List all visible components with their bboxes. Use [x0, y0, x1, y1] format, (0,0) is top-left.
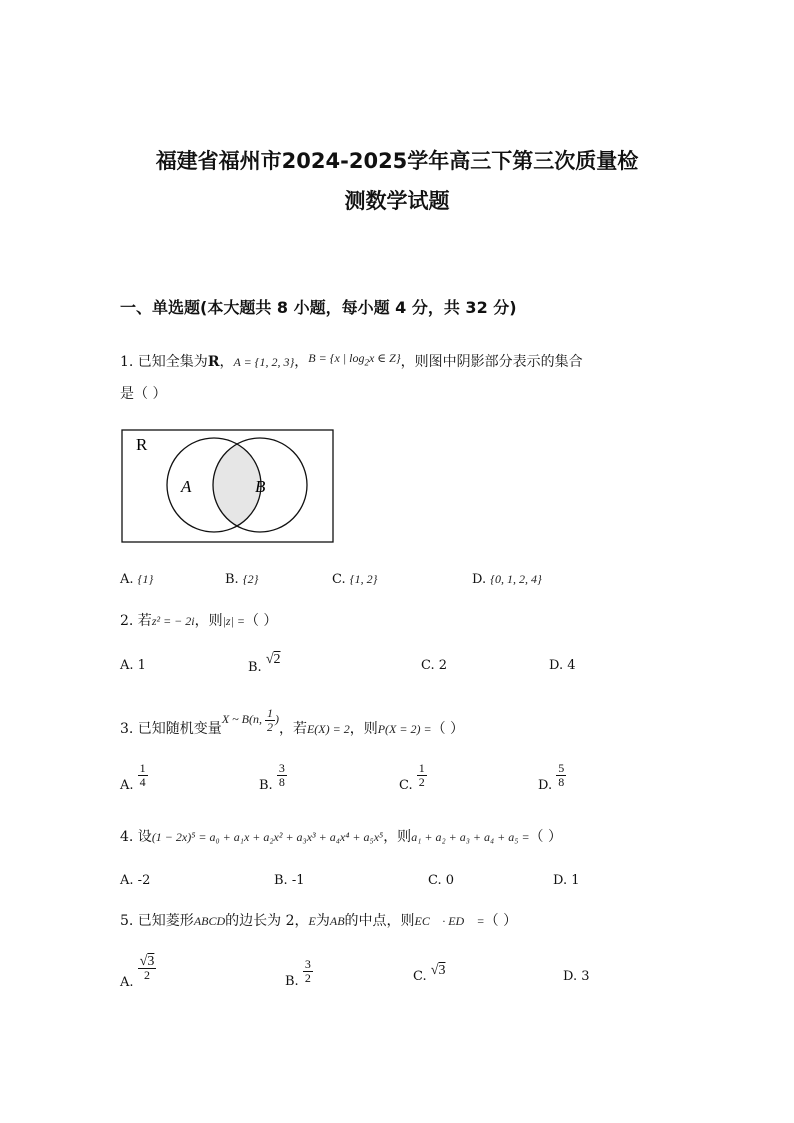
- page-title-line1: 福建省福州市2024-2025学年高三下第三次质量检: [155, 149, 639, 173]
- q1-set-a: A = {1, 2, 3}: [233, 355, 295, 369]
- q1-option-d: [472, 572, 542, 587]
- q1-option-a-value: {1}: [137, 572, 154, 586]
- q2-option-d-label: D.: [549, 658, 564, 673]
- q2-option-c: [421, 658, 447, 673]
- q1-set-b-head: B = {x | log: [308, 351, 365, 365]
- question-4: [120, 826, 562, 846]
- q5-option-a-fraction: [138, 955, 157, 982]
- venn-label-a: A: [181, 477, 192, 496]
- venn-label-universe: R: [136, 435, 148, 454]
- q1-option-a: [120, 572, 153, 587]
- q4-option-b-label: B.: [274, 873, 288, 888]
- q1-option-c-label: C.: [332, 572, 346, 587]
- q3-option-a-label: A.: [120, 778, 134, 793]
- q5-expr1: ABCD: [193, 914, 226, 928]
- q3-expr1-num: 1: [266, 706, 273, 720]
- q2-option-b-label: B.: [248, 660, 262, 675]
- q2-suffix: （ ）: [244, 613, 278, 629]
- q3-option-c-num: 1: [418, 761, 425, 775]
- q2-prefix: 2. 若: [120, 613, 152, 629]
- question-2: [120, 610, 277, 630]
- q3-option-d-num: 5: [558, 761, 565, 775]
- q5-option-c-radicand: 3: [438, 963, 446, 978]
- q1-option-d-label: D.: [472, 572, 487, 587]
- q2-mid: ，则: [194, 613, 223, 629]
- q5-option-b: [285, 957, 313, 989]
- q1-option-a-label: A.: [120, 572, 134, 587]
- q2-option-b-value: √2: [265, 652, 281, 667]
- q2-option-b: [248, 652, 281, 675]
- q1-set-b-tail: x ∈ Z}: [368, 351, 401, 365]
- q1-prefix: 1. 已知全集为: [120, 354, 208, 370]
- q4-option-a-value: -2: [137, 873, 151, 888]
- section-heading: 一、单选题(本大题共 8 小题，每小题 4 分，共 32 分): [120, 298, 517, 317]
- q5-expr4: EC⃗ · ED⃗ =: [414, 914, 485, 928]
- q3-option-a-den: 4: [139, 775, 146, 789]
- q5-option-a: [120, 954, 156, 990]
- q5-expr2: E: [308, 914, 316, 928]
- q4-option-c-label: C.: [428, 873, 442, 888]
- q5-option-b-fraction: [303, 958, 313, 985]
- q1-line2: 是（ ）: [120, 386, 167, 402]
- q1-sep2: ，: [294, 354, 309, 370]
- q2-expr2: |z| =: [222, 614, 245, 628]
- q4-expr1: (1 − 2x)⁵ = a₀ + a₁x + a₂x² + a₃x³ + a₄x⁴ + a₅x⁵: [151, 830, 384, 844]
- q5-prefix: 5. 已知菱形: [120, 913, 194, 929]
- q3-expr3: P(X = 2) =: [377, 722, 432, 737]
- q3-option-c: [399, 761, 427, 793]
- q5-mid3: 的中点，则: [344, 913, 415, 929]
- q3-option-a-num: 1: [139, 761, 146, 775]
- q2-option-a-label: A.: [120, 658, 134, 673]
- q5-option-c-value: √3: [430, 963, 446, 978]
- q1-option-c: [332, 572, 377, 587]
- q5-mid2: 为: [315, 913, 330, 929]
- q5-option-a-num: √3: [139, 954, 155, 969]
- q5-option-c-label: C.: [413, 969, 427, 984]
- q5-option-c: [413, 963, 446, 984]
- q4-expr2: a₁ + a₂ + a₃ + a₄ + a₅ =: [411, 830, 530, 844]
- q5-suffix: （ ）: [484, 913, 518, 929]
- q3-option-a-fraction: [138, 762, 148, 789]
- q5-option-a-radicand: 3: [147, 954, 155, 969]
- q5-option-d-label: D.: [563, 969, 578, 984]
- q4-option-d-label: D.: [553, 873, 568, 888]
- q2-option-d-value: 4: [567, 658, 576, 673]
- q2-expr1: z² = − 2i: [151, 614, 195, 628]
- q3-option-b-fraction: [277, 762, 287, 789]
- q3-option-a: [120, 761, 148, 793]
- q1-suffix: ，则图中阴影部分表示的集合: [400, 354, 583, 370]
- q4-option-a-label: A.: [120, 873, 134, 888]
- q3-expr2: E(X) = 2: [306, 722, 350, 737]
- q2-option-c-label: C.: [421, 658, 435, 673]
- venn-diagram: [120, 428, 336, 544]
- q3-option-d-fraction: [556, 762, 566, 789]
- q4-option-c-value: 0: [445, 873, 455, 888]
- q3-option-c-den: 2: [418, 775, 425, 789]
- q5-option-d: [563, 969, 590, 984]
- q2-option-d: [549, 658, 576, 673]
- q3-expr1-fraction: [265, 707, 275, 734]
- question-3: [120, 706, 465, 738]
- q3-mid2: ，则: [349, 721, 378, 738]
- q1-option-d-value: {0, 1, 2, 4}: [490, 572, 542, 586]
- q2-option-b-radicand: 2: [273, 652, 281, 667]
- q3-prefix: 3. 已知随机变量: [120, 721, 222, 738]
- q1-option-b-value: {2}: [242, 572, 259, 586]
- q5-mid1: 的边长为 2，: [225, 913, 309, 929]
- q1-option-b: [225, 572, 258, 587]
- q4-option-c: [428, 873, 454, 888]
- q4-mid: ，则: [383, 829, 412, 845]
- q4-option-d: [553, 873, 580, 888]
- q3-mid1: ，若: [278, 721, 307, 738]
- q4-option-d-value: 1: [571, 873, 580, 888]
- q3-option-b-num: 3: [278, 761, 285, 775]
- q5-option-b-num: 3: [304, 957, 311, 971]
- q2-option-a: [120, 658, 146, 673]
- q1-set-b: [308, 351, 401, 368]
- q4-suffix: （ ）: [529, 829, 562, 845]
- q3-suffix: （ ）: [431, 721, 465, 738]
- q1-sep1: ，: [219, 354, 234, 370]
- q5-expr3: AB: [329, 914, 345, 928]
- q3-option-b-label: B.: [259, 778, 273, 793]
- q3-option-b-den: 8: [278, 775, 285, 789]
- page-title-line2: 测数学试题: [344, 189, 450, 213]
- q2-option-a-value: 1: [137, 658, 146, 673]
- q1-option-b-label: B.: [225, 572, 239, 587]
- venn-label-b: B: [255, 477, 266, 496]
- q3-expr1-head: X ~ B(n,: [221, 712, 265, 727]
- q4-option-b: [274, 873, 305, 888]
- q5-option-a-label: A.: [120, 975, 134, 990]
- q3-option-c-fraction: [417, 762, 427, 789]
- q4-option-a: [120, 873, 150, 888]
- q5-option-b-den: 2: [304, 971, 311, 985]
- q3-option-d-den: 8: [558, 775, 565, 789]
- q3-expr1-den: 2: [266, 720, 273, 734]
- q3-expr1-tail: ): [274, 712, 279, 727]
- q3-option-d-label: D.: [538, 778, 553, 793]
- q3-option-c-label: C.: [399, 778, 413, 793]
- q1-option-c-value: {1, 2}: [349, 572, 378, 586]
- q4-prefix: 4. 设: [120, 829, 152, 845]
- q3-option-d: [538, 761, 566, 793]
- q2-option-c-value: 2: [438, 658, 448, 673]
- question-5: [120, 910, 517, 930]
- q5-option-a-den: 2: [144, 968, 151, 982]
- q3-option-b: [259, 761, 287, 793]
- q1-universe: R: [207, 354, 220, 370]
- q1-set-b-sub: 2: [364, 357, 369, 368]
- q4-option-b-value: -1: [291, 873, 305, 888]
- q5-option-b-label: B.: [285, 974, 299, 989]
- q5-option-d-value: 3: [581, 969, 590, 984]
- question-1: [120, 351, 583, 371]
- q3-expr1: [221, 706, 279, 734]
